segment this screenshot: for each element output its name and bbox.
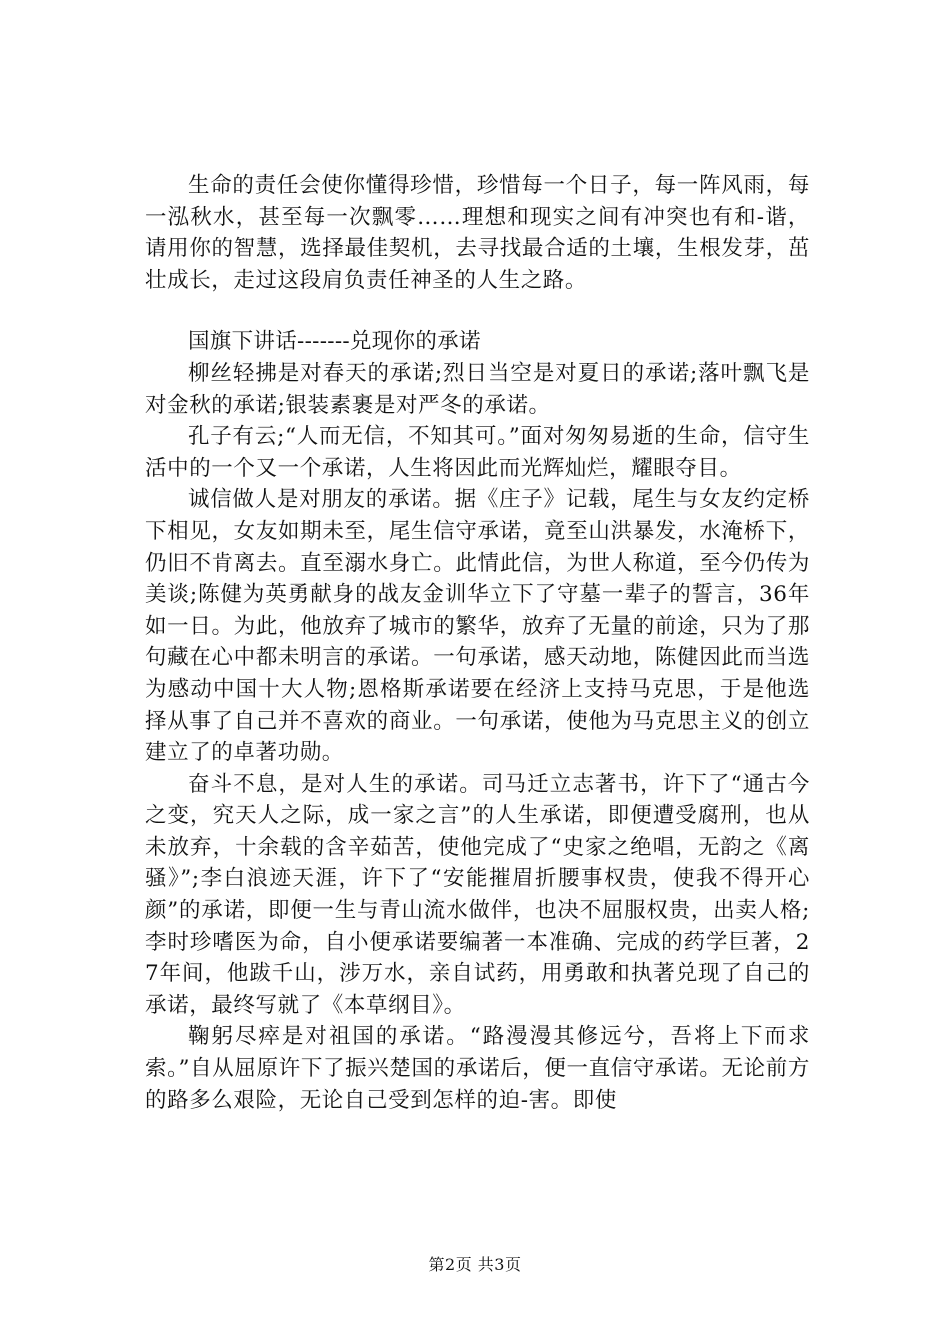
speech-title: 国旗下讲话-------兑现你的承诺 bbox=[188, 329, 481, 355]
paragraph-motherland: 鞠躬尽瘁是对祖国的承诺。“路漫漫其修远兮，吾将上下而求索。”自从屈原许下了振兴楚国的承诺后，便一直信守承诺。无论前方的路多么艰险，无论自己受到怎样的迫-害。即使 bbox=[145, 1024, 810, 1113]
paragraph-responsibility: 生命的责任会使你懂得珍惜，珍惜每一个日子，每一阵风雨，每一泓秋水，甚至每一次飘零……理想和现实之间有冲突也有和-谐，请用你的智慧，选择最佳契机，去寻找最合适的土壤，生根发芽，茁壮成长，走过这段肩负责任神圣的人生之路。 bbox=[145, 173, 810, 293]
page-number-footer: 第2页 共3页 bbox=[428, 1255, 522, 1274]
paragraph-seasons: 柳丝轻拂是对春天的承诺;烈日当空是对夏日的承诺;落叶飘飞是对金秋的承诺;银装素裹是对严冬的承诺。 bbox=[145, 360, 810, 418]
paragraph-friends: 诚信做人是对朋友的承诺。据《庄子》记载，尾生与女友约定桥下相见，女友如期未至，尾生信守承诺，竟至山洪暴发，水淹桥下，仍旧不肯离去。直至溺水身亡。此情此信，为世人称道，至今仍传为美谈;陈健为英勇献身的战友金训华立下了守墓一辈子的誓言，36年如一日。为此，他放弃了城市的繁华，放弃了无量的前途，只为了那句藏在心中都未明言的承诺。一句承诺，感天动地，陈健因此而当选为感动中国十大人物;恩格斯承诺要在经济上支持马克思，于是他选择从事了自己并不喜欢的商业。一句承诺，使他为马克思主义的创立建立了的卓著功勋。 bbox=[145, 487, 810, 766]
paragraph-confucius: 孔子有云;“人而无信，不知其可。”面对匆匆易逝的生命，信守生活中的一个又一个承诺，人生将因此而光辉灿烂，耀眼夺目。 bbox=[145, 424, 810, 481]
paragraph-life: 奋斗不息，是对人生的承诺。司马迁立志著书，许下了“通古今之变，究天人之际，成一家之言”的人生承诺，即便遭受腐刑，也从未放弃，十余载的含辛茹苦，使他完成了“史家之绝唱，无韵之《离骚》”;李白浪迹天涯，许下了“安能摧眉折腰事权贵，使我不得开心颜”的承诺，即便一生与青山流水做伴，也决不屈服权贵，出卖人格;李时珍嗜医为命，自小便承诺要编著一本准确、完成的药学巨著，27年间，他跋千山，涉万水，亲自试药，用勇敢和执著兑现了自己的承诺，最终写就了《本草纲目》。 bbox=[145, 771, 810, 1018]
document-body bbox=[145, 170, 810, 1116]
